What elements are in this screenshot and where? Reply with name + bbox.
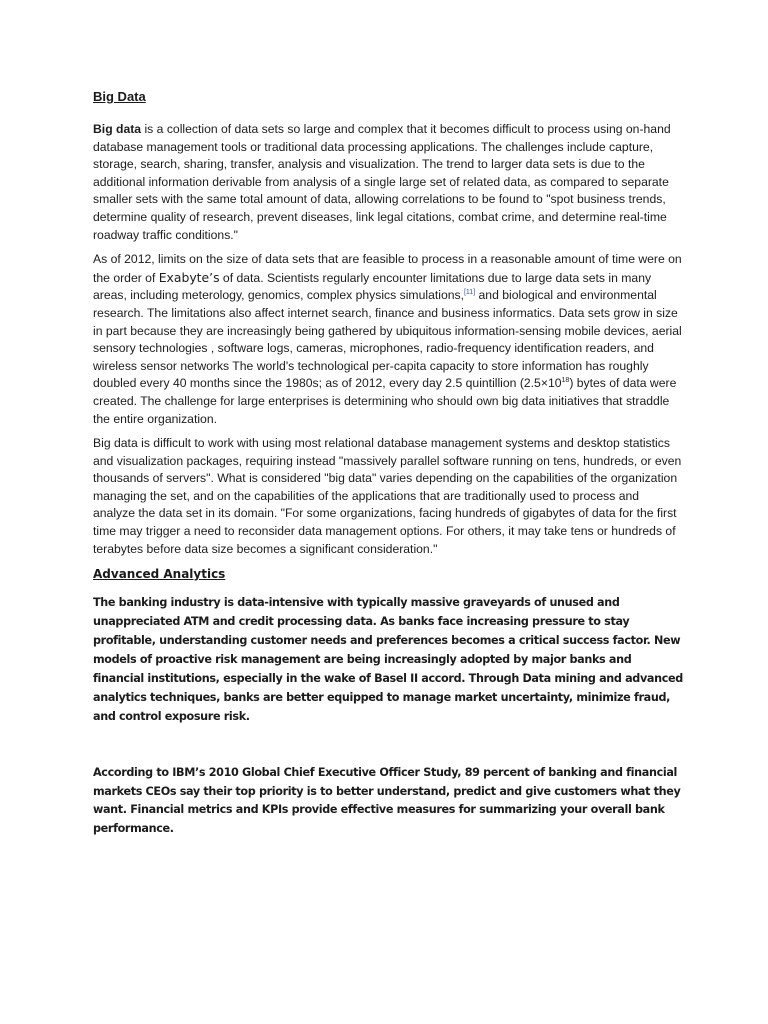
paragraph-text: is a collection of data sets so large and complex that it becomes difficult to process using on-hand database management tools or traditional data processing applications. The challenges include capture, storage, search, sharing, transfer, analysis and visualization. The trend to larger data sets is due to the additional information derivable from analysis of a single large set of related data, as compared to separate smaller sets with the same total amount of data, allowing correlations to be found to "spot business trends, determine quality of research, prevent diseases, link legal citations, combat crime, and determine real-time roadway traffic conditions." — [93, 122, 671, 242]
document-body — [93, 88, 683, 839]
term-big-data: Big data — [93, 122, 142, 136]
exabyte-term: Exabyte’s — [158, 269, 220, 285]
paragraph-text: As of 2012, limits on the size of data sets that are feasible to process in a reasonable amount of time were on the order of — [93, 252, 682, 285]
paragraph-limits — [93, 251, 683, 428]
paragraph-ibm-study: According to IBM’s 2010 Global Chief Executive Officer Study, 89 percent of banking and financial markets CEOs say their top priority is to better understand, predict and give customers what they want. Financial metrics and KPIs provide effective measures for summarizing your overall bank performance. — [93, 765, 681, 836]
heading-advanced-analytics: Advanced Analytics — [93, 567, 226, 582]
spacer — [93, 727, 683, 764]
paragraph-text: ) bytes of data were created. The challenge for large enterprises is determining who should own big data initiatives that straddle the entire organization. — [93, 376, 677, 426]
paragraph-difficulty: Big data is difficult to work with using most relational database management systems and desktop statistics and visualization packages, requiring instead "massively parallel software running on tens, hundreds, or even thousands of servers". What is considered "big data" varies depending on the capabilities of the organization managing the set, and on the capabilities of the applications that are traditionally used to process and analyze the data set in its domain. "For some organizations, facing hundreds of gigabytes of data for the first time may trigger a need to reconsider data management options. For others, it may take tens or hundreds of terabytes before data size becomes a significant consideration." — [93, 436, 682, 556]
exponent: 18 — [561, 377, 570, 385]
paragraph-text: of data. Scientists regularly encounter limitations due to large data sets in many areas, including meterology, genomics, complex physics simulations, — [93, 270, 652, 303]
paragraph-banking: The banking industry is data-intensive with typically massive graveyards of unused and unappreciated ATM and credit processing data. As banks face increasing pressure to stay profitable, understanding customer needs and preferences becomes a critical success factor. New models of proactive risk management are being increasingly adopted by major banks and financial institutions, especially in the wake of Basel II accord. Through Data mining and advanced analytics techniques, banks are better equipped to manage market uncertainty, minimize fraud, and control exposure risk. — [93, 596, 683, 723]
citation-link[interactable]: [11] — [463, 289, 476, 297]
paragraph-text: and biological and environmental research. The limitations also affect internet search, finance and business informatics. Data sets grow in size in part because they are increasingly being gathered by ubiquitous information-sensing mobile devices, aerial sensory technologies , software logs, cameras, microphones, radio-frequency identification readers, and wireless sensor networks The world's technological per-capita capacity to store information has roughly doubled every 40 months since the 1980s; as of 2012, every day 2.5 quintillion (2.5×10 — [93, 288, 682, 391]
heading-big-data: Big Data — [93, 89, 146, 104]
paragraph-big-data-definition — [93, 121, 683, 244]
